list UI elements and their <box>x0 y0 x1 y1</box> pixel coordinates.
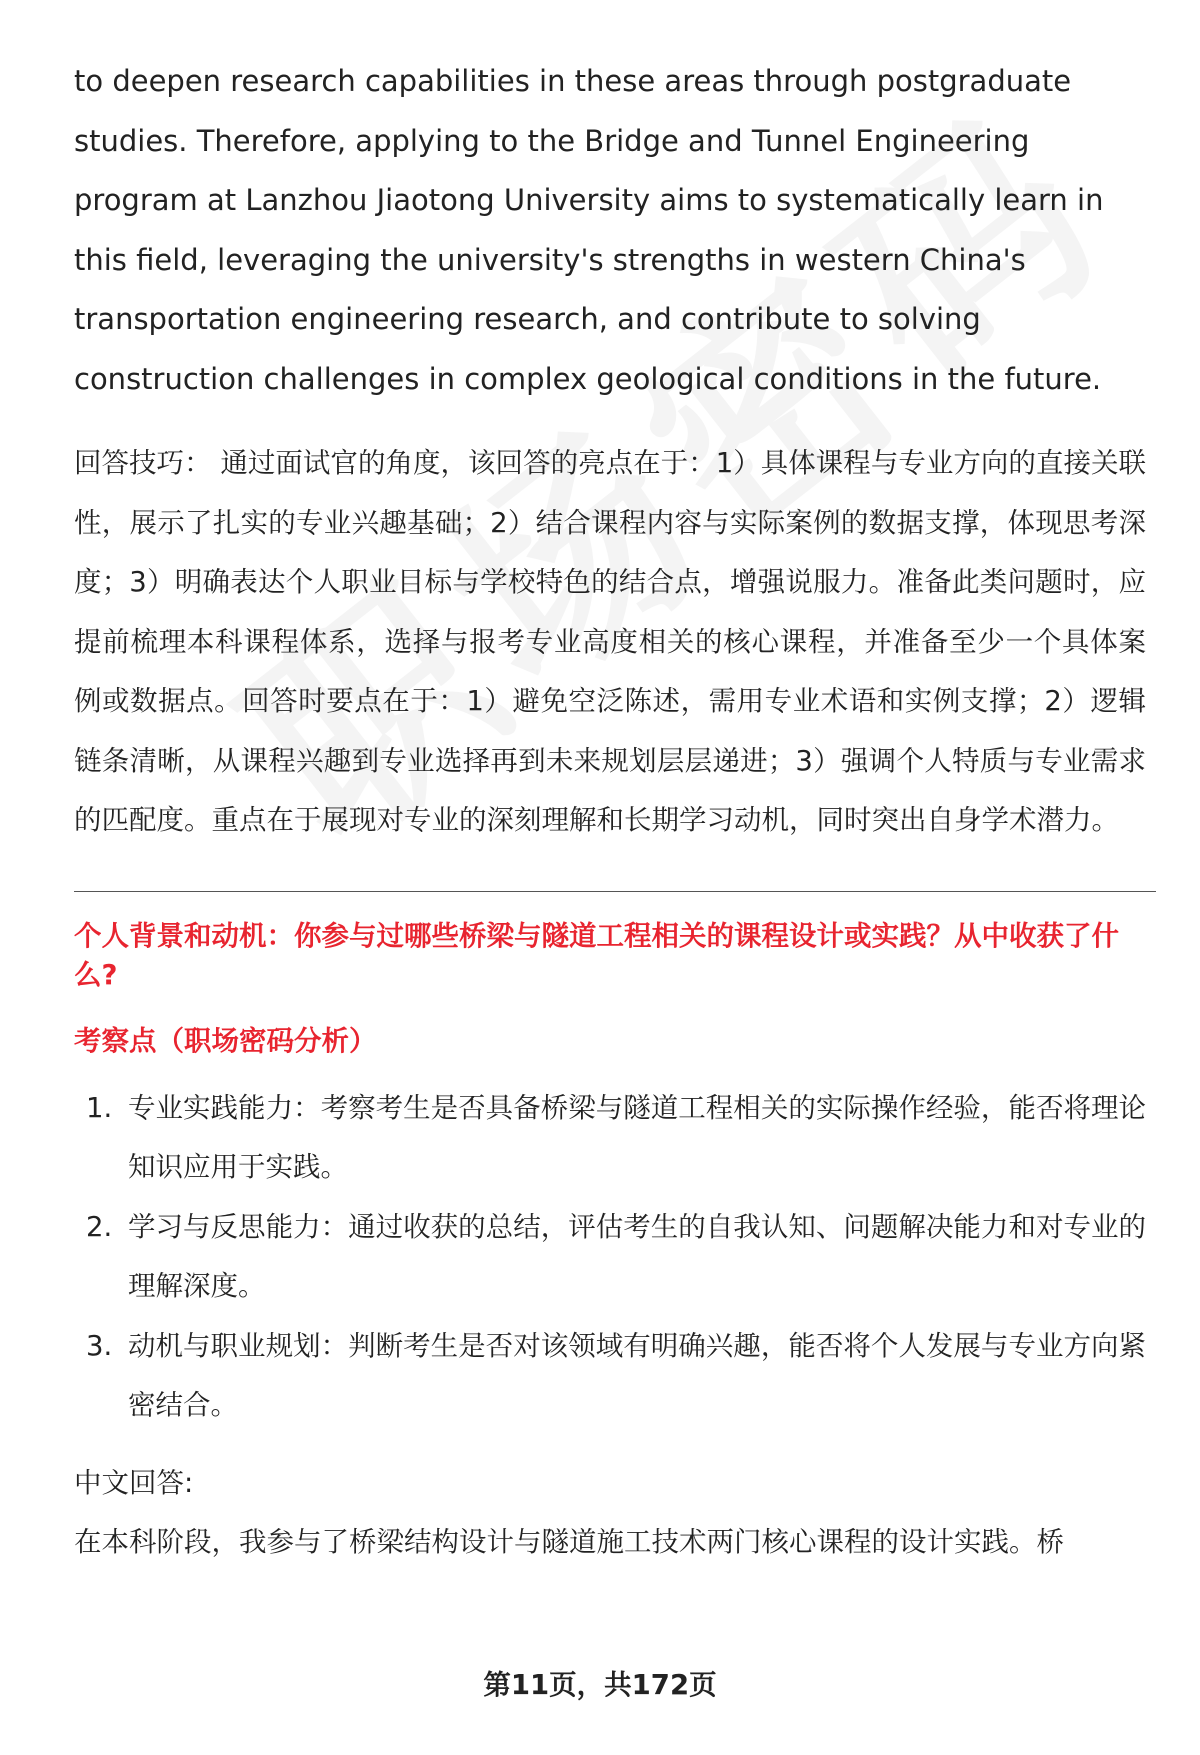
chinese-answer-text: 在本科阶段，我参与了桥梁结构设计与隧道施工技术两门核心课程的设计实践。桥 <box>74 1526 1064 1558</box>
answer-tips-paragraph: 回答技巧： 通过面试官的角度，该回答的亮点在于：1）具体课程与专业方向的直接关联性，展示了扎实的专业兴趣基础；2）结合课程内容与实际案例的数据支撑，体现思考深度；3）明确表达个人职业目标与学校特色的结合点，增强说服力。准备此类问题时，应提前梳理本科课程体系，选择与报考专业高度相关的核心课程，并准备至少一个具体案例或数据点。回答时要点在于：1）避免空泛陈述，需用专业术语和实例支撑；2）逻辑链条清晰，从课程兴趣到专业选择再到未来规划层层递进；3）强调个人特质与专业需求的匹配度。重点在于展现对专业的深刻理解和长期学习动机，同时突出自身学术潜力。 <box>74 447 1146 836</box>
list-item-number: 3. <box>86 1329 113 1362</box>
page-content <box>74 52 1146 1573</box>
list-item-text: 动机与职业规划：判断考生是否对该领域有明确兴趣，能否将个人发展与专业方向紧密结合。 <box>128 1329 1146 1421</box>
question-heading: 个人背景和动机：你参与过哪些桥梁与隧道工程相关的课程设计或实践？从中收获了什么? <box>74 919 1119 991</box>
list-item-number: 2. <box>86 1210 113 1243</box>
list-item <box>74 1317 1146 1436</box>
list-item <box>74 1198 1146 1317</box>
list-item-text: 专业实践能力：考察考生是否具备桥梁与隧道工程相关的实际操作经验，能否将理论知识应用于实践。 <box>128 1091 1146 1183</box>
english-answer-paragraph: to deepen research capabilities in these areas through postgraduate studies. Therefore, applying to the Bridge and Tunnel Engineering program at Lanzhou Jiaotong University aims to systematically learn in this field, leveraging the university's strengths in western China's transportation engineering research, and contribute to solving construction challenges in complex geological conditions in the future. <box>74 64 1104 396</box>
assessment-points-heading: 考察点（职场密码分析） <box>74 1024 377 1057</box>
list-item-number: 1. <box>86 1091 113 1124</box>
list-item-text: 学习与反思能力：通过收获的总结，评估考生的自我认知、问题解决能力和对专业的理解深度。 <box>128 1210 1146 1302</box>
list-item <box>74 1079 1146 1198</box>
section-divider <box>74 891 1156 892</box>
page-number-footer: 第11页，共172页 <box>483 1669 717 1701</box>
chinese-answer-label: 中文回答: <box>74 1466 194 1499</box>
assessment-points-list <box>74 1079 1146 1436</box>
